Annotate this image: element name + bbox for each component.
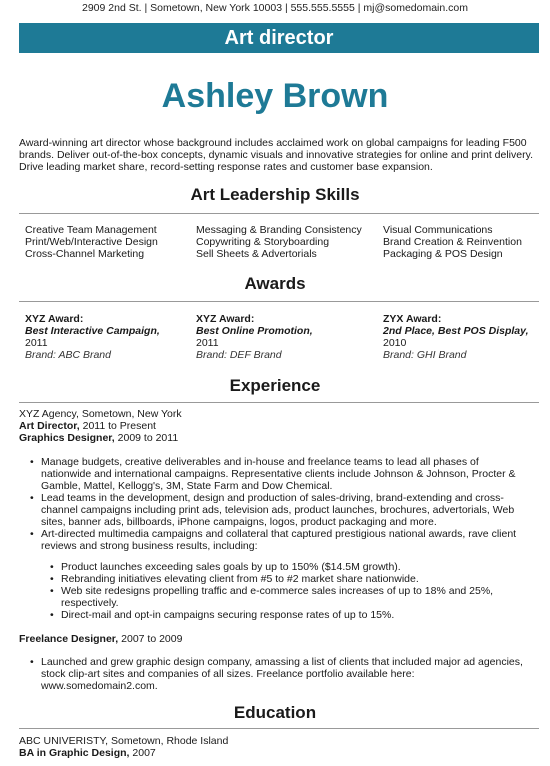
list-item: • Launched and grew graphic design company, amassing a list of clients that included major ad agencies, stock clip-art sites and companies of all sizes. Freelance portfolio available here: www.somedomain2.com. — [30, 656, 530, 692]
award-brand: Brand: DEF Brand — [196, 349, 282, 361]
contact-line: 2909 2nd St. | Sometown, New York 10003 | 555.555.5555 | mj@somedomain.com — [82, 2, 468, 14]
skills-divider — [19, 213, 539, 214]
award-name: ZYX Award: — [383, 313, 442, 325]
awards-divider — [19, 301, 539, 302]
skill-item: Copywriting & Storyboarding — [196, 236, 330, 248]
award-year: 2011 — [25, 337, 48, 349]
school-name: ABC UNIVERISTY, Sometown, Rhode Island — [19, 735, 229, 747]
skills-column-3 — [383, 224, 522, 260]
award-item — [383, 313, 529, 361]
role-dates: 2007 to 2009 — [118, 633, 183, 645]
education-block — [19, 735, 539, 759]
skill-item: Brand Creation & Reinvention — [383, 236, 522, 248]
skill-item: Messaging & Branding Consistency — [196, 224, 362, 236]
job-title-banner: Art director — [19, 23, 539, 53]
freelance-list — [30, 656, 530, 692]
award-title: 2nd Place, Best POS Display, — [383, 325, 529, 337]
role-line — [19, 432, 539, 444]
employer-block — [19, 408, 539, 444]
list-item: • Direct-mail and opt-in campaigns securing response rates of up to 15%. — [50, 609, 520, 621]
list-item: • Lead teams in the development, design and production of sales-driving, brand-extending and cross-channel campaigns including print ads, television ads, product launches, brochures, advertorials, Web sites, banner ads, billboards, iPhone campaigns, logos, product packaging and more. — [30, 492, 530, 528]
award-name: XYZ Award: — [196, 313, 255, 325]
role-title: Art Director, — [19, 420, 80, 432]
summary-paragraph: Award-winning art director whose background includes acclaimed work on global campaigns for leading F500 brands. Deliver out-of-the-box concepts, dynamic visuals and innovative strategies for online and print delivery. Drive leading market share, record-setting response rates and customer base expansion. — [19, 137, 533, 173]
award-brand: Brand: GHI Brand — [383, 349, 467, 361]
freelance-role-line — [19, 633, 539, 645]
experience-divider — [19, 402, 539, 403]
role-line — [19, 420, 539, 432]
award-year: 2010 — [383, 337, 407, 349]
awards-heading: Awards — [244, 274, 306, 293]
experience-heading: Experience — [229, 376, 321, 395]
skill-item: Creative Team Management — [25, 224, 157, 236]
award-title: Best Online Promotion, — [196, 325, 313, 337]
skill-item: Cross-Channel Marketing — [25, 248, 145, 260]
skill-item: Visual Communications — [383, 224, 493, 236]
role-title: Graphics Designer, — [19, 432, 115, 444]
award-title: Best Interactive Campaign, — [25, 325, 160, 337]
award-item — [25, 313, 160, 361]
list-item: • Rebranding initiatives elevating client from #5 to #2 market share nationwide. — [50, 573, 520, 585]
skills-heading: Art Leadership Skills — [190, 185, 360, 204]
achievement-list — [50, 561, 520, 621]
degree-year: 2007 — [129, 747, 156, 759]
list-item: • Web site redesigns propelling traffic and e-commerce sales increases of up to 18% and 25%, respectively. — [50, 585, 520, 609]
skill-item: Packaging & POS Design — [383, 248, 503, 260]
role-title: Freelance Designer, — [19, 633, 119, 645]
list-item: • Manage budgets, creative deliverables and in-house and freelance teams to lead all phases of nationwide and international campaigns. Representative clients include Johnson & Johnson, Procter & Gamble, Mattel, Kellogg's, 3M, State Farm and Dow Chemical. — [30, 456, 530, 492]
list-item: • Art-directed multimedia campaigns and collateral that captured prestigious national awards, rave client reviews and strong business results, including: — [30, 528, 530, 552]
education-divider — [19, 728, 539, 729]
award-name: XYZ Award: — [25, 313, 84, 325]
degree-line — [19, 747, 539, 759]
skill-item: Sell Sheets & Advertorials — [196, 248, 317, 260]
award-brand: Brand: ABC Brand — [25, 349, 111, 361]
skills-column-2 — [196, 224, 362, 260]
education-heading: Education — [233, 703, 317, 722]
skills-column-1 — [25, 224, 158, 260]
award-item — [196, 313, 313, 361]
list-item: • Product launches exceeding sales goals by up to 150% ($14.5M growth). — [50, 561, 520, 573]
responsibility-list — [30, 456, 530, 552]
role-dates: 2011 to Present — [79, 420, 156, 432]
role-dates: 2009 to 2011 — [114, 432, 179, 444]
skill-item: Print/Web/Interactive Design — [25, 236, 158, 248]
degree-title: BA in Graphic Design, — [19, 747, 130, 759]
employer-name: XYZ Agency, Sometown, New York — [19, 408, 182, 420]
candidate-name: Ashley Brown — [161, 77, 389, 115]
award-year: 2011 — [196, 337, 219, 349]
